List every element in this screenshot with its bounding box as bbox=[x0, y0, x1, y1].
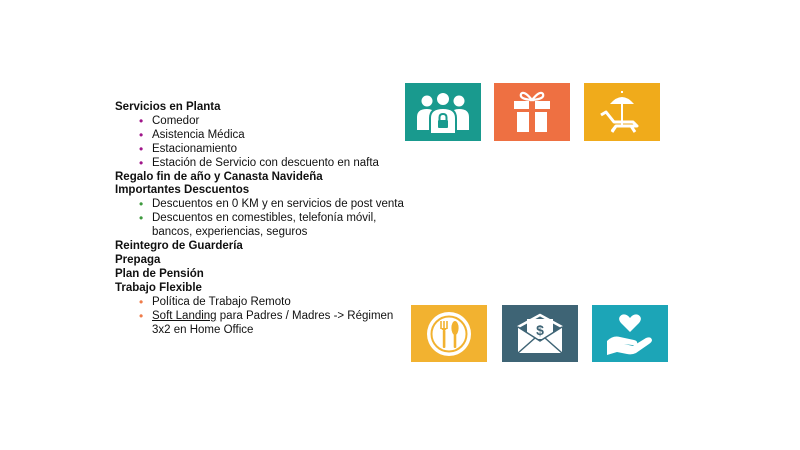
bullet-icon: • bbox=[139, 197, 144, 212]
bullet-icon: • bbox=[139, 141, 144, 156]
section-title-plan-de-pension: Plan de Pensión bbox=[115, 267, 204, 280]
list-item-continuation: 3x2 en Home Office bbox=[152, 323, 254, 336]
list-item-estacionamiento: • Estacionamiento bbox=[139, 141, 238, 156]
list-item-comedor: • Comedor bbox=[139, 113, 200, 128]
list-item-estacion-de-servicio: • Estación de Servicio con descuento en nafta bbox=[139, 155, 379, 170]
bullet-icon: • bbox=[139, 211, 144, 226]
list-item-asistencia-medica: • Asistencia Médica bbox=[139, 127, 245, 142]
section-title-prepaga: Prepaga bbox=[115, 253, 161, 266]
svg-text:$: $ bbox=[536, 321, 544, 338]
list-item-descuentos-comestibles: • Descuentos en comestibles, telefonía móvil, bbox=[139, 211, 377, 226]
section-title-trabajo-flexible: Trabajo Flexible bbox=[115, 281, 202, 294]
section-title-reintegro-guarderia: Reintegro de Guardería bbox=[115, 240, 243, 253]
benefits-list bbox=[115, 101, 415, 337]
beach-umbrella-icon bbox=[584, 83, 660, 141]
gift-icon bbox=[494, 83, 570, 141]
soft-landing-text: Soft Landing bbox=[152, 309, 217, 322]
hand-heart-icon bbox=[592, 305, 668, 362]
fork-knife-plate-icon bbox=[411, 305, 487, 362]
list-item-trabajo-remoto: • Política de Trabajo Remoto bbox=[139, 294, 291, 309]
money-envelope-icon bbox=[502, 305, 578, 362]
section-title-regalo: Regalo fin de año y Canasta Navideña bbox=[115, 170, 323, 183]
bullet-icon: • bbox=[139, 127, 144, 142]
bullet-icon: • bbox=[139, 308, 144, 323]
people-lock-icon bbox=[405, 83, 481, 141]
section-title-importantes-descuentos: Importantes Descuentos bbox=[115, 184, 250, 197]
list-item-continuation: bancos, experiencias, seguros bbox=[152, 226, 308, 239]
list-item-soft-landing: • Soft Landing para Padres / Madres -> Régimen bbox=[139, 308, 394, 323]
bullet-icon: • bbox=[139, 294, 144, 309]
section-title-servicios-en-planta: Servicios en Planta bbox=[115, 101, 221, 113]
bullet-icon: • bbox=[139, 155, 144, 170]
list-item-descuentos-0km: • Descuentos en 0 KM y en servicios de post venta bbox=[139, 197, 404, 212]
bullet-icon: • bbox=[139, 113, 144, 128]
